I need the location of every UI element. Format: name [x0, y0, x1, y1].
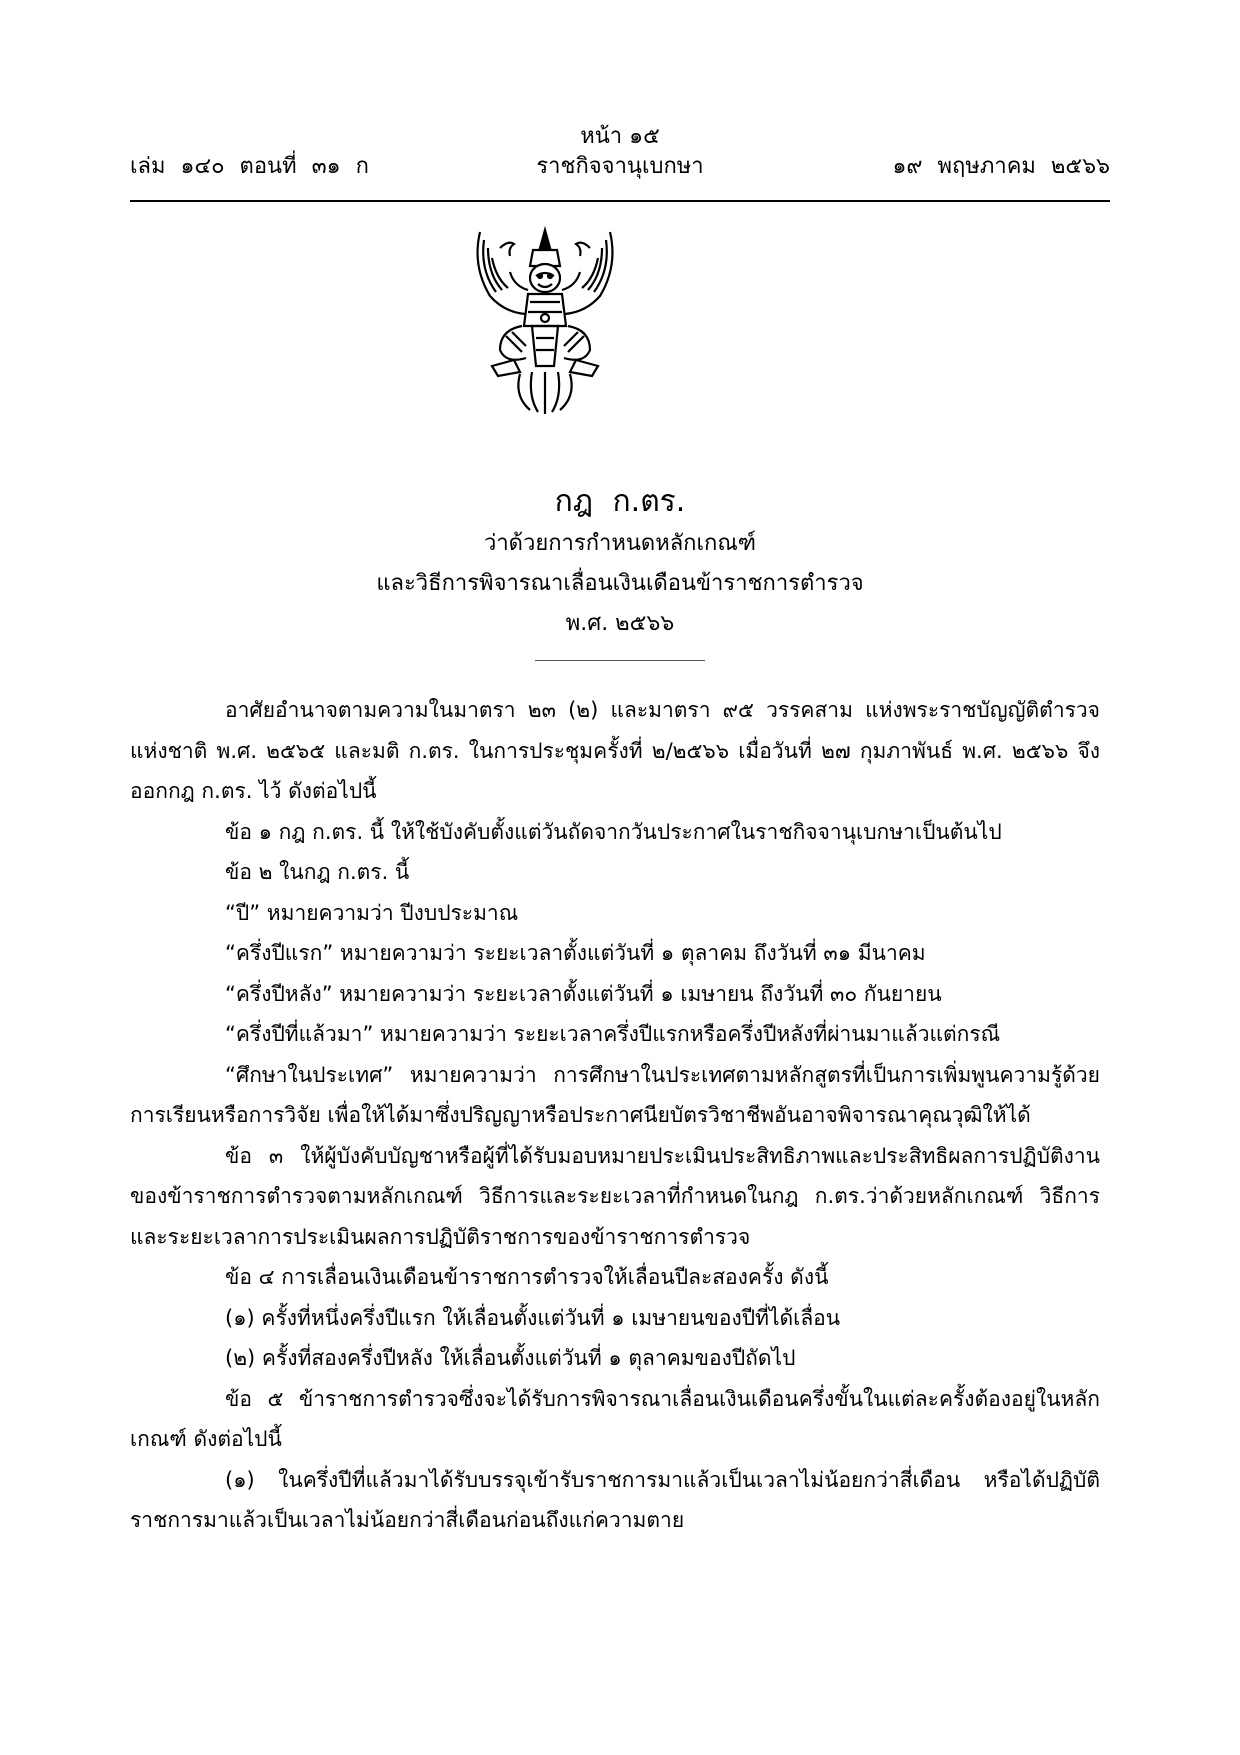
publication-name: ราชกิจจานุเบกษา — [536, 154, 704, 179]
clause-5: ข้อ ๕ ข้าราชการตำรวจซึ่งจะได้รับการพิจารณาเลื่อนเงินเดือนครึ่งขั้นในแต่ละครั้งต้องอยู่ในหลักเกณฑ์ ดังต่อไปนี้ — [130, 1386, 1100, 1451]
preamble-paragraph: อาศัยอำนาจตามความในมาตรา ๒๓ (๒) และมาตรา ๙๕ วรรคสาม แห่งพระราชบัญญัติตำรวจแห่งชาติ พ.ศ. ๒๕๖๕ และมติ ก.ตร. ในการประชุมครั้งที่ ๒/๒๕๖๖ เมื่อวันที่ ๒๗ กุมภาพันธ์ พ.ศ. ๒๕๖๖ จึงออกกฎ ก.ตร. ไว้ ดังต่อไปนี้ — [130, 698, 1100, 803]
page-number: หน้า ๑๕ — [580, 124, 660, 149]
document-body — [130, 690, 1100, 1541]
document-title: กฎ ก.ตร. — [554, 484, 686, 519]
clause-1: ข้อ ๑ กฎ ก.ตร. นี้ ให้ใช้บังคับตั้งแต่วันถัดจากวันประกาศในราชกิจจานุเบกษาเป็นต้นไป — [225, 819, 1002, 844]
document-subtitle-2: และวิธีการพิจารณาเลื่อนเงินเดือนข้าราชการตำรวจ — [376, 571, 864, 596]
definition-domestic-study: “ศึกษาในประเทศ” หมายความว่า การศึกษาในประเทศตามหลักสูตรที่เป็นการเพิ่มพูนความรู้ด้วยการเรียนหรือการวิจัย เพื่อให้ได้มาซึ่งปริญญาหรือประกาศนียบัตรวิชาชีพอันอาจพิจารณาคุณวุฒิให้ได้ — [130, 1062, 1100, 1127]
clause-3: ข้อ ๓ ให้ผู้บังคับบัญชาหรือผู้ที่ได้รับมอบหมายประเมินประสิทธิภาพและประสิทธิผลการปฏิบัติงานของข้าราชการตำรวจตามหลักเกณฑ์ วิธีการและระยะเวลาที่กำหนดในกฎ ก.ตร.ว่าด้วยหลักเกณฑ์ วิธีการและระยะเวลาการประเมินผลการปฏิบัติราชการของข้าราชการตำรวจ — [130, 1143, 1100, 1249]
clause-4-item-2: (๒) ครั้งที่สองครึ่งปีหลัง ให้เลื่อนตั้งแต่วันที่ ๑ ตุลาคมของปีถัดไป — [225, 1346, 796, 1370]
garuda-emblem-icon — [470, 226, 620, 416]
definition-past-half: “ครึ่งปีที่แล้วมา” หมายความว่า ระยะเวลาครึ่งปีแรกหรือครึ่งปีหลังที่ผ่านมาแล้วแต่กรณี — [225, 1022, 1001, 1046]
document-year: พ.ศ. ๒๕๖๖ — [565, 611, 675, 636]
gazette-header-line — [130, 148, 1110, 180]
clause-4-item-1: (๑) ครั้งที่หนึ่งครึ่งปีแรก ให้เลื่อนตั้งแต่วันที่ ๑ เมษายนของปีที่ได้เลื่อน — [225, 1305, 841, 1330]
header-divider — [130, 200, 1110, 202]
publication-date: ๑๙ พฤษภาคม ๒๕๖๖ — [892, 154, 1110, 179]
definition-second-half: “ครึ่งปีหลัง” หมายความว่า ระยะเวลาตั้งแต่วันที่ ๑ เมษายน ถึงวันที่ ๓๐ กันยายน — [225, 981, 942, 1006]
definition-first-half: “ครึ่งปีแรก” หมายความว่า ระยะเวลาตั้งแต่วันที่ ๑ ตุลาคม ถึงวันที่ ๓๑ มีนาคม — [225, 941, 926, 965]
clause-4: ข้อ ๔ การเลื่อนเงินเดือนข้าราชการตำรวจให้เลื่อนปีละสองครั้ง ดังนี้ — [225, 1265, 829, 1289]
title-divider — [535, 660, 705, 661]
clause-2: ข้อ ๒ ในกฎ ก.ตร. นี้ — [225, 860, 410, 884]
document-subtitle-1: ว่าด้วยการกำหนดหลักเกณฑ์ — [483, 531, 757, 556]
volume-issue: เล่ม ๑๔๐ ตอนที่ ๓๑ ก — [130, 154, 369, 179]
clause-5-item-1: (๑) ในครึ่งปีที่แล้วมาได้รับบรรจุเข้ารับราชการมาแล้วเป็นเวลาไม่น้อยกว่าสี่เดือน หรือได้ปฏิบัติราชการมาแล้วเป็นเวลาไม่น้อยกว่าสี่เดือนก่อนถึงแก่ความตาย — [130, 1467, 1100, 1532]
definition-year: “ปี” หมายความว่า ปีงบประมาณ — [225, 900, 519, 925]
document-title-block — [0, 480, 1240, 661]
